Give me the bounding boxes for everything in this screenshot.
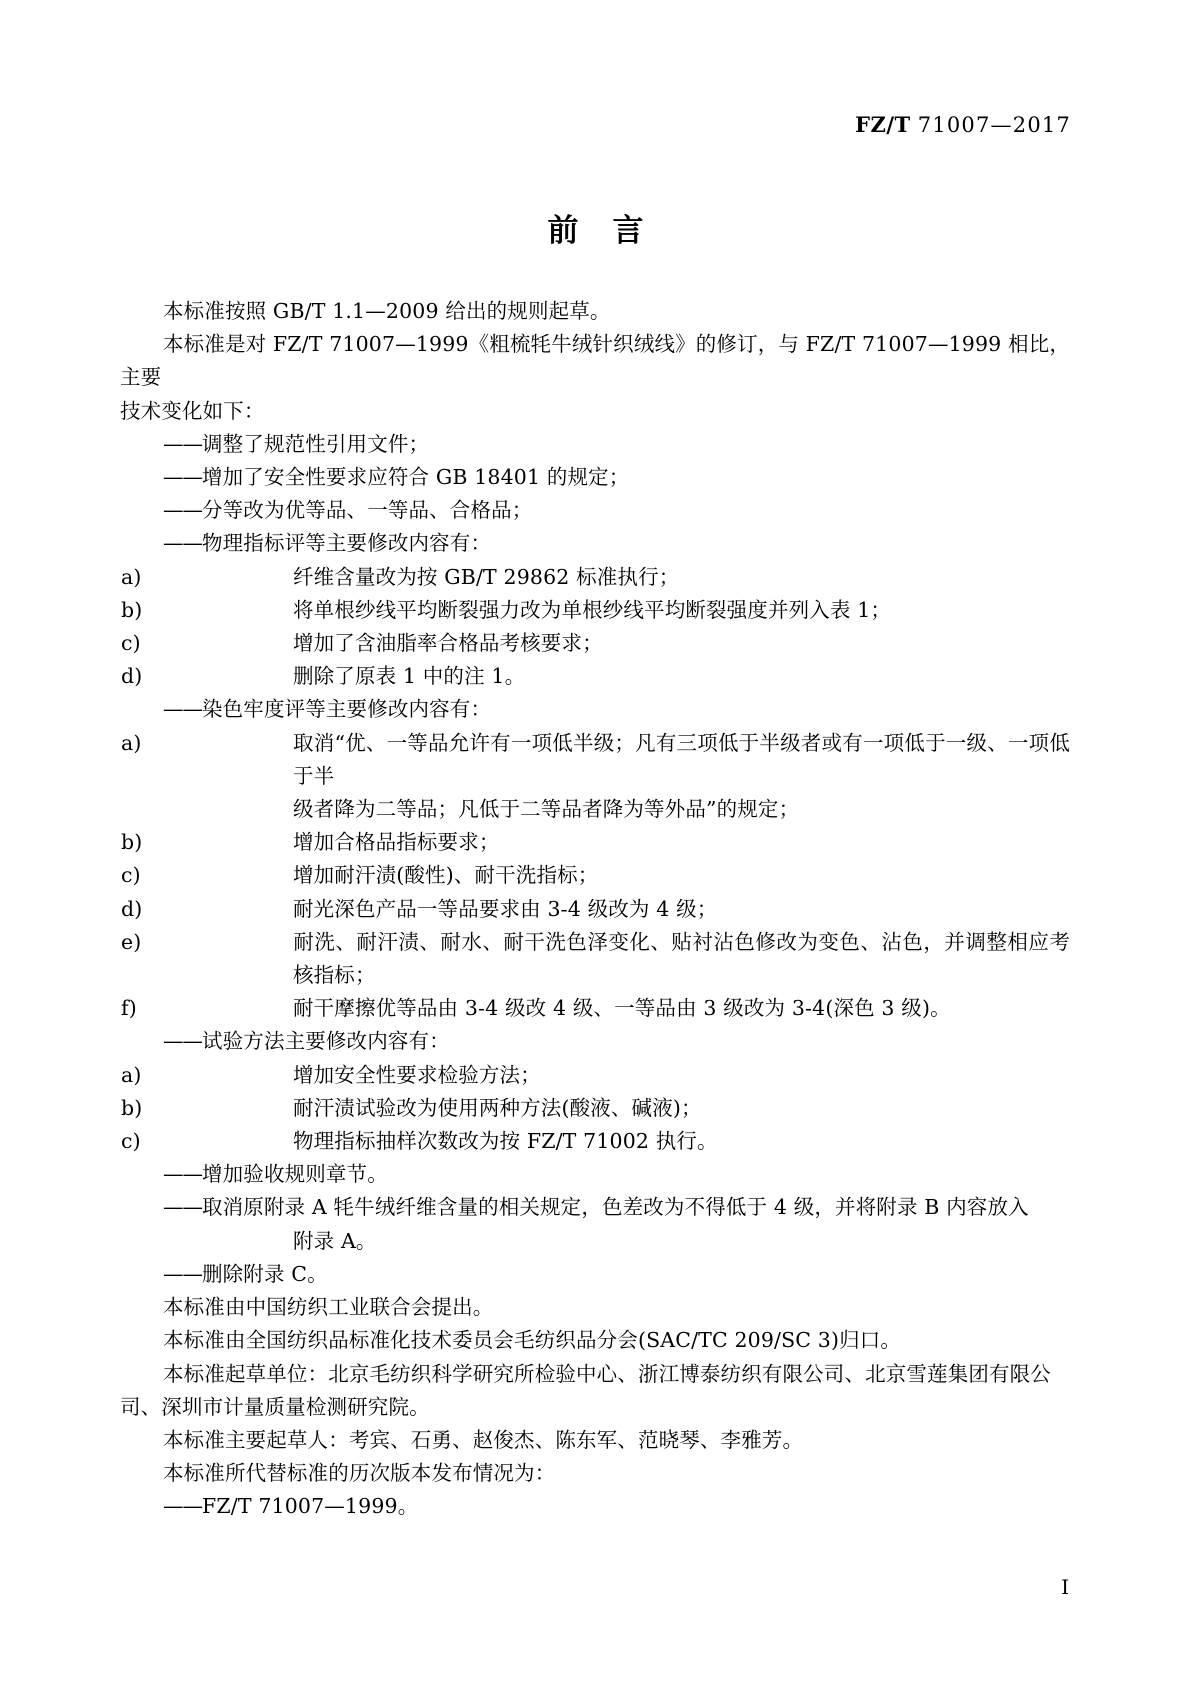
list-item-dash-4 [120, 527, 1070, 560]
list-item-text: 试验方法主要修改内容有： [202, 1029, 450, 1054]
sub-item-physical-b [120, 594, 1070, 627]
sub-item-fastness-b [120, 826, 1070, 859]
sub-item-method-c [120, 1125, 1070, 1158]
sub-item-fastness-f [120, 992, 1070, 1025]
sub-item-label: a) [121, 1062, 142, 1087]
dash-marker: —— [163, 1029, 202, 1054]
sub-item-text: 增加合格品指标要求； [293, 830, 500, 855]
paragraph-drafting-units: 本标准起草单位：北京毛纺织科学研究所检验中心、浙江博泰纺织有限公司、北京雪莲集团有限公 [163, 1361, 1051, 1386]
paragraph-revision-intro [120, 328, 1070, 394]
sub-item-text: 取消“优、一等品允许有一项低半级；凡有三项低于半级者或有一项低于一级、一项低于半 [293, 730, 1070, 788]
sub-item-label: d) [121, 664, 143, 689]
sub-item-fastness-c [120, 859, 1070, 892]
list-item-text: 增加了安全性要求应符合 GB 18401 的规定； [202, 465, 630, 490]
list-item-text: 取消原附录 A 牦牛绒纤维含量的相关规定，色差改为不得低于 4 级，并将附录 B 内容放入 [202, 1195, 1029, 1220]
list-item-text: 染色牢度评等主要修改内容有： [202, 697, 492, 722]
list-item-text: 调整了规范性引用文件； [202, 431, 430, 456]
list-item-dash-2 [120, 461, 1070, 494]
paragraph-drafting-rules: 本标准按照 GB/T 1.1—2009 给出的规则起草。 [163, 299, 611, 323]
sub-item-fastness-e [120, 926, 1070, 992]
sub-item-text: 增加耐汗渍(酸性)、耐干洗指标； [293, 863, 599, 888]
dash-marker: —— [163, 498, 202, 523]
list-item-dash-8 [120, 1191, 1070, 1224]
revision-intro-line2: 技术变化如下： [120, 398, 265, 423]
sub-item-physical-a [120, 561, 1070, 594]
list-item-text: 增加验收规则章节。 [202, 1162, 388, 1187]
sub-item-text: 增加了含油脂率合格品考核要求； [293, 631, 603, 656]
paragraph-drafters: 本标准主要起草人：考宾、石勇、赵俊杰、陈东军、范晓琴、李雅芳。 [163, 1427, 804, 1452]
sub-item-label: a) [121, 730, 142, 755]
list-item-dash-8-line2: 附录 A。 [293, 1228, 377, 1253]
sub-item-fastness-a [120, 727, 1070, 793]
sub-item-physical-c [120, 627, 1070, 660]
sub-item-text: 增加安全性要求检验方法； [293, 1062, 541, 1087]
sub-item-fastness-a-line2: 级者降为二等品；凡低于二等品者降为等外品”的规定； [293, 797, 800, 822]
list-item-text: FZ/T 71007—1999。 [202, 1494, 419, 1519]
page-number: I [1061, 1575, 1069, 1599]
sub-item-text: 耐汗渍试验改为使用两种方法(酸液、碱液)； [293, 1095, 702, 1120]
sub-item-text: 纤维含量改为按 GB/T 29862 标准执行； [293, 564, 680, 589]
dash-marker: —— [163, 431, 202, 456]
sub-item-label: c) [121, 631, 141, 656]
sub-item-method-b [120, 1092, 1070, 1125]
list-item-dash-3 [120, 494, 1070, 527]
list-item-dash-1 [120, 428, 1070, 461]
sub-item-label: e) [121, 929, 142, 954]
list-item-dash-9 [120, 1258, 1070, 1291]
page-title: 前言 [547, 213, 678, 249]
dash-marker: —— [163, 1162, 202, 1187]
sub-item-text: 删除了原表 1 中的注 1。 [293, 664, 526, 689]
sub-item-text: 耐洗、耐汗渍、耐水、耐干洗色泽变化、贴衬沾色修改为变色、沾色，并调整相应考核指标； [293, 929, 1070, 988]
document-body [120, 295, 1070, 1524]
list-item-dash-6 [120, 1025, 1070, 1058]
sub-item-text: 耐干摩擦优等品由 3-4 级改 4 级、一等品由 3 级改为 3-4(深色 3 级)。 [293, 996, 951, 1021]
paragraph-proposed-by: 本标准由中国纺织工业联合会提出。 [163, 1295, 494, 1320]
sub-item-label: d) [121, 896, 143, 921]
standard-code: FZ/T [855, 112, 911, 137]
sub-item-label: b) [121, 830, 143, 855]
list-item-dash-10 [120, 1490, 1070, 1523]
paragraph-replaced-standards: 本标准所代替标准的历次版本发布情况为： [163, 1461, 556, 1486]
dash-marker: —— [163, 531, 202, 556]
sub-item-text: 物理指标抽样次数改为按 FZ/T 71002 执行。 [293, 1129, 718, 1154]
list-item-dash-5 [120, 693, 1070, 726]
standard-number: 71007—2017 [917, 113, 1071, 137]
sub-item-label: a) [121, 564, 142, 589]
dash-marker: —— [163, 465, 202, 490]
list-item-text: 分等改为优等品、一等品、合格品； [202, 498, 533, 523]
sub-item-label: b) [121, 1095, 143, 1120]
dash-marker: —— [163, 697, 202, 722]
list-item-text: 物理指标评等主要修改内容有： [202, 531, 492, 556]
sub-item-label: f) [121, 996, 137, 1021]
sub-item-text: 耐光深色产品一等品要求由 3-4 级改为 4 级； [293, 896, 718, 921]
paragraph-jurisdiction: 本标准由全国纺织品标准化技术委员会毛纺织品分会(SAC/TC 209/SC 3)归口。 [163, 1328, 902, 1353]
running-head [855, 112, 1071, 137]
dash-marker: —— [163, 1261, 202, 1286]
sub-item-label: c) [121, 1129, 141, 1154]
paragraph-drafting-units-line2: 司、深圳市计量质量检测研究院。 [120, 1394, 430, 1419]
sub-item-fastness-d [120, 893, 1070, 926]
dash-marker: —— [163, 1195, 202, 1220]
sub-item-label: c) [121, 863, 141, 888]
sub-item-method-a [120, 1059, 1070, 1092]
dash-marker: —— [163, 1494, 202, 1519]
sub-item-physical-d [120, 660, 1070, 693]
list-item-text: 删除附录 C。 [202, 1261, 328, 1286]
list-item-dash-7 [120, 1158, 1070, 1191]
sub-item-label: b) [121, 597, 143, 622]
revision-intro-line1: 本标准是对 FZ/T 71007—1999《粗梳牦牛绒针织绒线》的修订，与 FZ/T 71007—1999 相比，主要 [120, 332, 1070, 390]
sub-item-text: 将单根纱线平均断裂强力改为单根纱线平均断裂强度并列入表 1； [293, 597, 892, 622]
